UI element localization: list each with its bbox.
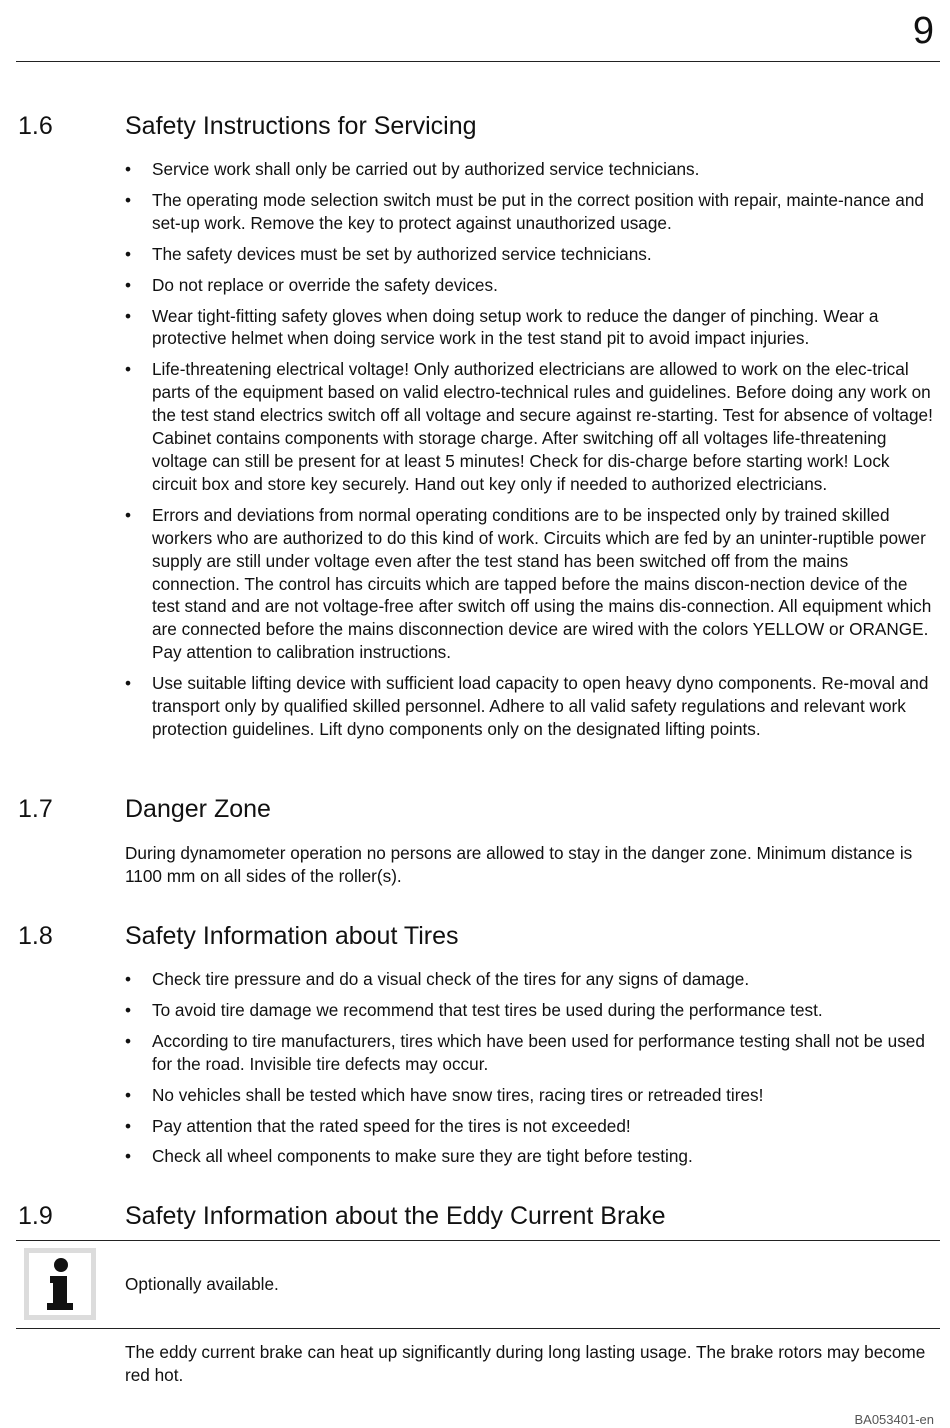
list-item: • Wear tight-fitting safety gloves when doing setup work to reduce the danger of pinching. Wear a protective helmet when doing service work in the test stand pit to avoid impact injuries. xyxy=(125,305,937,351)
list-item: • Life-threatening electrical voltage! Only authorized electricians are allowed to work on the elec-trical parts of the equipment based on valid electro-technical rules and guidelines. Before doing any work on the test stand electrics switch off all voltage and secure against re-starting. Test for absence of voltage! Cabinet contains components with storage charge. After switching off all voltages life-threatening voltage can still be present for at least 5 minutes! Check for dis-charge before starting work! Lock circuit box and store key securely. Hand out key only if needed to authorized electricians. xyxy=(125,358,937,495)
section-number: 1.8 xyxy=(18,922,53,950)
list-item: • According to tire manufacturers, tires which have been used for performance testing shall not be used for the road. Invisible tire defects may occur. xyxy=(125,1030,937,1076)
list-item: • Do not replace or override the safety devices. xyxy=(125,274,937,297)
section-heading-1-6 xyxy=(18,111,477,141)
list-item: • Check all wheel components to make sure they are tight before testing. xyxy=(125,1145,937,1168)
info-icon xyxy=(24,1248,96,1320)
list-item: • Pay attention that the rated speed for the tires is not exceeded! xyxy=(125,1115,937,1138)
section-heading-1-9 xyxy=(18,1201,666,1231)
page-number: 9 xyxy=(912,10,934,52)
tire-safety-list xyxy=(125,968,937,1176)
servicing-instructions-list xyxy=(125,158,937,749)
list-item: • Service work shall only be carried out by authorized service technicians. xyxy=(125,158,937,181)
info-note-text: Optionally available. xyxy=(125,1274,279,1294)
section-title: Safety Information about the Eddy Current Brake xyxy=(125,1202,666,1230)
list-item: • Check tire pressure and do a visual check of the tires for any signs of damage. xyxy=(125,968,937,991)
section-title: Danger Zone xyxy=(125,795,271,823)
list-item: • Use suitable lifting device with sufficient load capacity to open heavy dyno components. Re-moval and transport only by qualified skilled personnel. Adhere to all valid safety regulations and relevant work protection guidelines. Lift dyno components only on the designated lifting points. xyxy=(125,672,937,741)
list-item: • The operating mode selection switch must be put in the correct position with repair, mainte-nance and set-up work. Remove the key to protect against unauthorized usage. xyxy=(125,189,937,235)
header-rule xyxy=(16,61,940,62)
section-title: Safety Information about Tires xyxy=(125,922,459,950)
section-number: 1.7 xyxy=(18,795,53,823)
danger-zone-text: During dynamometer operation no persons are allowed to stay in the danger zone. Minimum distance is 1100 mm on all sides of the roller(s). xyxy=(125,843,913,886)
list-item: • No vehicles shall be tested which have snow tires, racing tires or retreaded tires! xyxy=(125,1084,937,1107)
section-number: 1.9 xyxy=(18,1202,53,1230)
section-heading-1-8 xyxy=(18,921,459,951)
eddy-current-brake-text: The eddy current brake can heat up significantly during long lasting usage. The brake rotors may become red hot. xyxy=(125,1342,926,1385)
document-code: BA053401-en xyxy=(854,1412,934,1427)
info-box-bottom-rule xyxy=(16,1328,940,1329)
info-box-top-rule xyxy=(16,1240,940,1241)
list-item: • Errors and deviations from normal operating conditions are to be inspected only by trained skilled workers who are authorized to do this kind of work. Circuits which are fed by an uninter-ruptible power supply are still under voltage even after the test stand has been switched off from the mains connection. The control has circuits which are tapped before the mains discon-nection device of the test stand and are not voltage-free after switch off using the mains dis-connection. All equipment which are connected before the mains disconnection device are wired with the colors YELLOW or ORANGE. Pay attention to calibration instructions. xyxy=(125,504,937,664)
list-item: • To avoid tire damage we recommend that test tires be used during the performance test. xyxy=(125,999,937,1022)
section-heading-1-7 xyxy=(18,794,271,824)
list-item: • The safety devices must be set by authorized service technicians. xyxy=(125,243,937,266)
section-number: 1.6 xyxy=(18,112,53,140)
section-title: Safety Instructions for Servicing xyxy=(125,112,477,140)
